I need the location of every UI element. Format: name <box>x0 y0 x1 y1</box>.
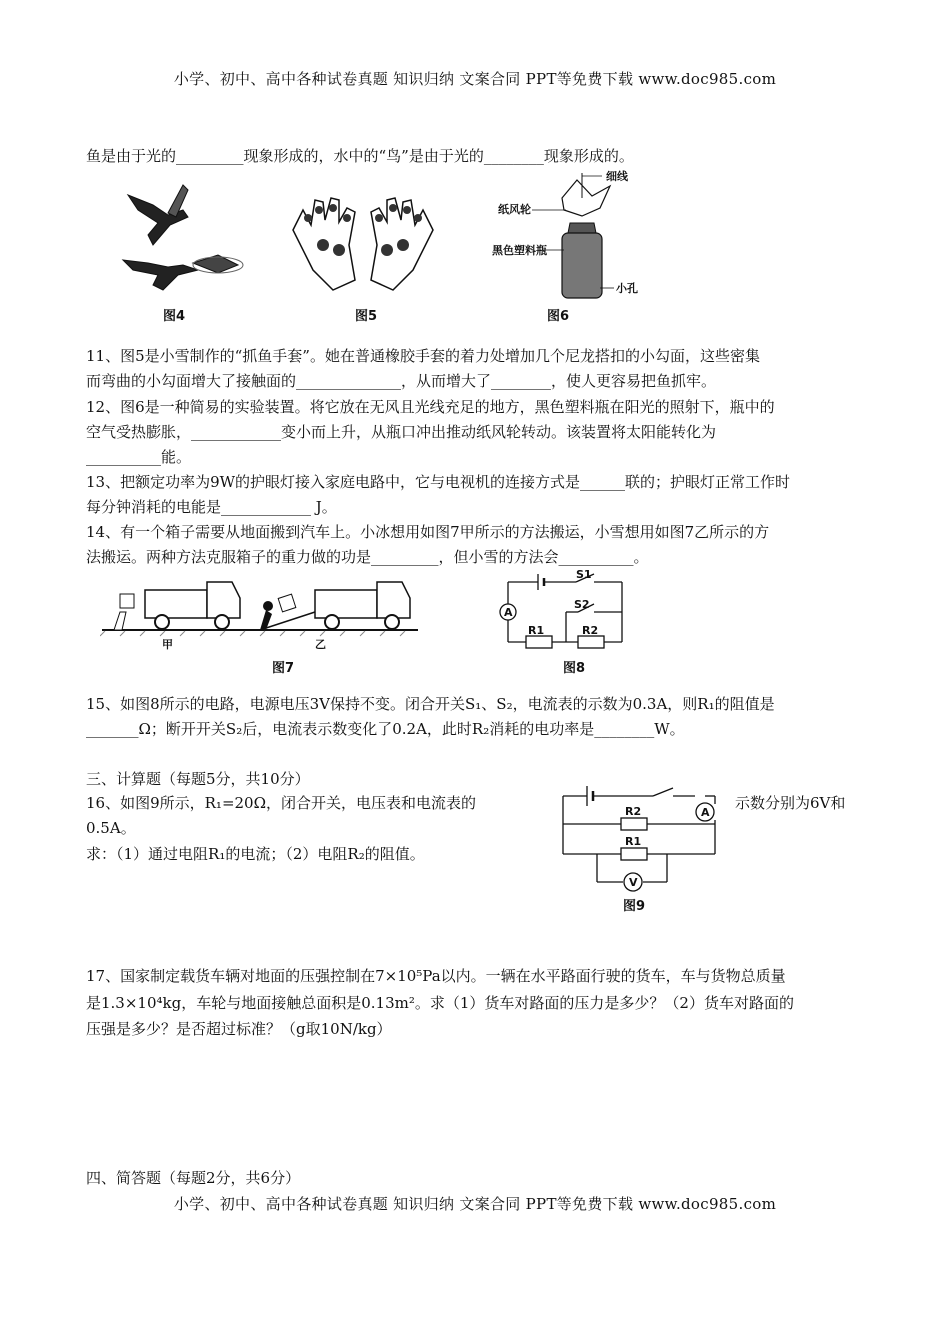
figure-8-label-r1: R1 <box>528 624 545 637</box>
question-12-line-1: 12、图6是一种简易的实验装置。将它放在无风且光线充足的地方，黑色塑料瓶在阳光的照射下，瓶中的 <box>86 398 775 416</box>
figure-5-gloves <box>283 190 443 305</box>
figure-4-caption: 图4 <box>163 309 186 324</box>
figure-8-label-s2: S2 <box>574 598 590 611</box>
question-17-line-3: 压强是多少？是否超过标准？（g取10N/kg） <box>86 1020 392 1038</box>
figure-8-label-s1: S1 <box>576 570 592 581</box>
question-16-line-1: 16、如图9所示，R₁=20Ω，闭合开关，电压表和电流表的 <box>86 794 477 812</box>
question-11-line-2: 而弯曲的小勾面增大了接触面的______________，从而增大了________，使人更容易把鱼抓牢。 <box>86 372 717 390</box>
figure-9-ammeter-symbol: A <box>701 806 710 819</box>
question-11-line-1: 11、图5是小雪制作的“抓鱼手套”。她在普通橡胶手套的着力处增加几个尼龙搭扣的小勾面，这些密集 <box>86 347 760 365</box>
question-16-line-2: 0.5A。 <box>86 819 136 837</box>
question-16-line-3: 求：（1）通过电阻R₁的电流；（2）电阻R₂的阻值。 <box>86 845 425 863</box>
question-17-line-1: 17、国家制定载货车辆对地面的压强控制在7×10⁵Pa以内。一辆在水平路面行驶的货车，车与货物总质量 <box>86 967 786 985</box>
question-13-line-1: 13、把额定功率为9W的护眼灯接入家庭电路中，它与电视机的连接方式是______联的；护眼灯正常工作时 <box>86 473 791 491</box>
figure-6-caption: 图6 <box>547 309 570 324</box>
figure-6-label-thread: 细线 <box>606 170 628 183</box>
figure-9-circuit <box>555 782 725 892</box>
figure-7-trucks <box>100 572 420 650</box>
figure-8-circuit <box>498 570 638 652</box>
page-footer: 小学、初中、高中各种试卷真题 知识归纳 文案合同 PPT等免费下载 www.doc985.com <box>173 1195 777 1213</box>
question-12-line-3: __________能。 <box>86 448 192 466</box>
figure-4-birds <box>108 175 248 305</box>
figure-8-ammeter-symbol: A <box>504 606 513 619</box>
section-4-heading: 四、简答题（每题2分，共6分） <box>86 1169 301 1187</box>
figure-8-caption: 图8 <box>563 661 586 676</box>
figure-7-label-jia: 甲 <box>162 638 173 650</box>
section-3-heading: 三、计算题（每题5分，共10分） <box>86 770 310 788</box>
question-14-line-2: 法搬运。两种方法克服箱子的重力做的功是_________，但小雪的方法会__________。 <box>86 548 649 566</box>
figure-9-label-r1: R1 <box>625 835 642 848</box>
page-header: 小学、初中、高中各种试卷真题 知识归纳 文案合同 PPT等免费下载 www.doc985.com <box>173 70 777 88</box>
figure-6-label-bottle: 黑色塑料瓶 <box>492 244 547 257</box>
figure-7-label-yi: 乙 <box>315 638 326 650</box>
figure-6-apparatus <box>492 168 662 303</box>
question-15-line-2: _______Ω；断开开关S₂后，电流表示数变化了0.2A，此时R₂消耗的电功率是________W。 <box>86 720 685 738</box>
question-14-line-1: 14、有一个箱子需要从地面搬到汽车上。小冰想用如图7甲所示的方法搬运，小雪想用如图7乙所示的方 <box>86 523 770 541</box>
question-17-line-2: 是1.3×10⁴kg，车轮与地面接触总面积是0.13m²。求（1）货车对路面的压力是多少？（2）货车对路面的 <box>86 994 794 1012</box>
question-15-line-1: 15、如图8所示的电路，电源电压3V保持不变。闭合开关S₁、S₂，电流表的示数为0.3A，则R₁的阻值是 <box>86 695 775 713</box>
question-16-line-1-tail: 示数分别为6V和 <box>735 794 846 812</box>
figure-6-label-wheel: 纸风轮 <box>498 203 531 216</box>
figure-8-label-r2: R2 <box>582 624 599 637</box>
text-line-q10-end: 鱼是由于光的_________现象形成的，水中的“鸟”是由于光的________现象形成的。 <box>86 147 634 165</box>
question-13-line-2: 每分钟消耗的电能是____________ J。 <box>86 498 337 516</box>
figure-5-caption: 图5 <box>355 309 378 324</box>
figure-9-voltmeter-symbol: V <box>629 876 638 889</box>
figure-6-label-hole: 小孔 <box>616 282 638 295</box>
figure-9-caption: 图9 <box>623 899 646 914</box>
question-12-line-2: 空气受热膨胀，____________变小而上升，从瓶口冲出推动纸风轮转动。该装置将太阳能转化为 <box>86 423 717 441</box>
figure-9-label-r2: R2 <box>625 805 642 818</box>
figure-7-caption: 图7 <box>272 661 295 676</box>
